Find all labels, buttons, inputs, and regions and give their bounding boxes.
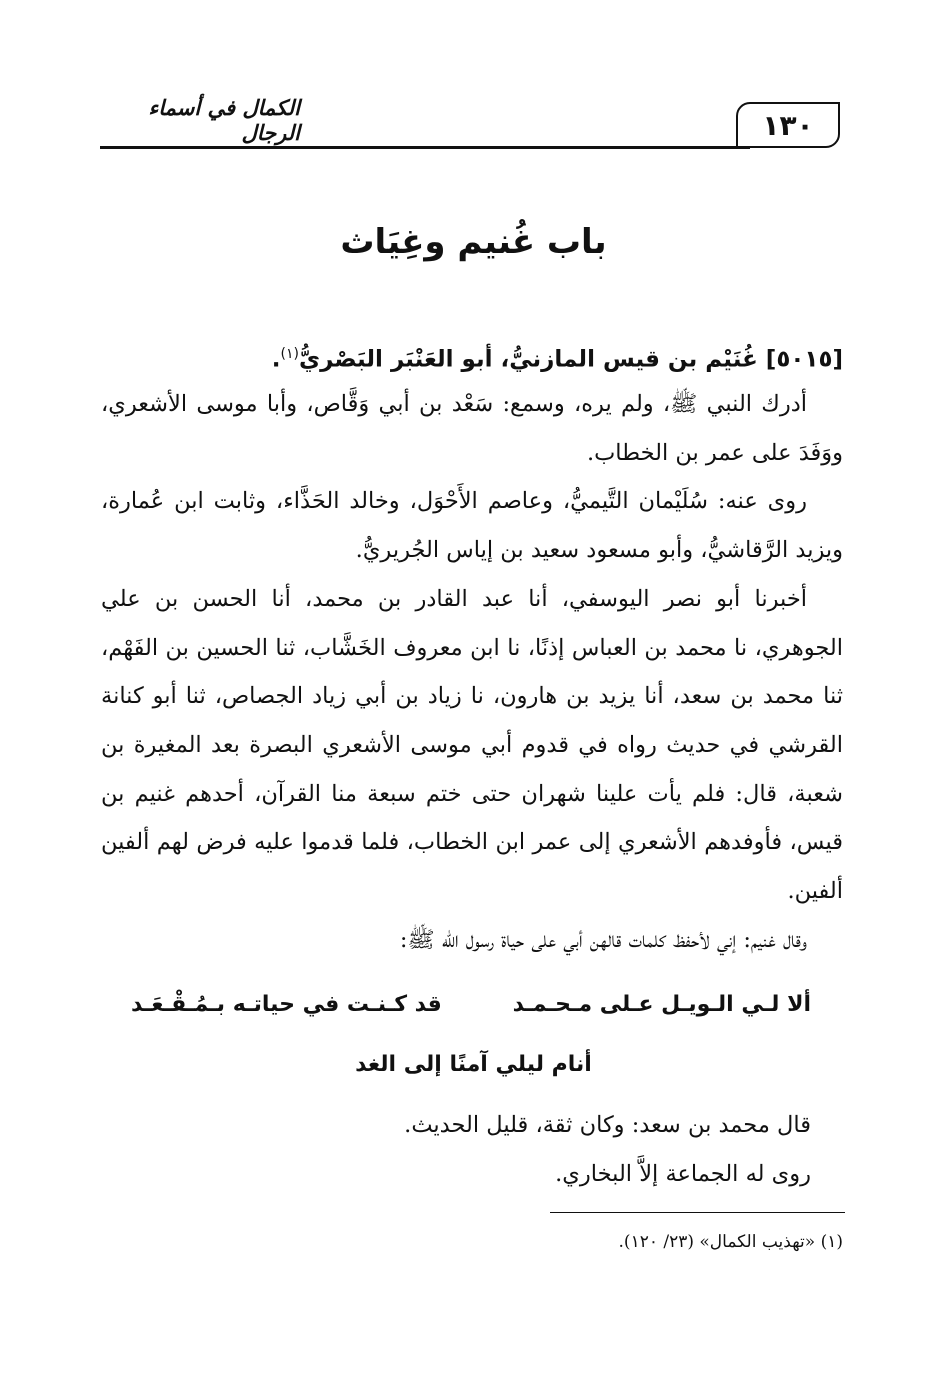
book-title-calligraphy: الكمال في أسماء الرجال bbox=[148, 95, 300, 145]
paragraph-isnad: أخبرنا أبو نصر اليوسفي، أنا عبد القادر بن محمد، أنا الحسن بن علي الجوهري، نا محمد بن العباس إذنًا، نا ابن معروف الخَشَّاب، ثنا الحسين بن الفَهْم، ثنا محمد بن سعد، أنا يزيد بن هارون، نا زياد بن أبي زياد الجصاص، ثنا أبو كنانة القرشي في حديث رواه في قدوم أبي موسى الأشعري البصرة بعد المغيرة بن شعبة، قال: فلم يأت علينا شهران حتى ختم سبعة منا القرآن، أحدهم غنيم بن قيس، فأوفدهم الأشعري إلى عمر ابن الخطاب، فلما قدموا عليه فرض لهم ألفين ألفين. bbox=[101, 585, 843, 905]
entry-heading-text: [٥٠١٥] غُنَيْم بن قيس المازنيُّ، أبو العَنْبَر البَصْريُّ bbox=[298, 346, 843, 373]
entry-body bbox=[101, 380, 843, 964]
closing-line-1: قال محمد بن سعد: وكان ثقة، قليل الحديث. bbox=[404, 1112, 811, 1138]
paragraph-quote-intro: وقال غنيم: إني لأحفظ كلمات قالهن أبي على حياة رسول الله ﷺ: bbox=[399, 926, 807, 953]
closing-notes bbox=[111, 1101, 811, 1198]
poem-hemistich-1: ألا لـي الـويـل عـلى مـحـمـد bbox=[512, 992, 811, 1017]
header-divider bbox=[100, 146, 750, 149]
footnote-divider bbox=[550, 1212, 845, 1213]
chapter-title: باب غُنيم وغِيَاث bbox=[340, 222, 607, 262]
footnote: (١) «تهذيب الكمال» (٢٣/ ١٢٠). bbox=[618, 1232, 843, 1252]
closing-line-2: روى له الجماعة إلاَّ البخاري. bbox=[555, 1160, 811, 1187]
poem-verse-1 bbox=[131, 992, 811, 1017]
paragraph-narrators: روى عنه: سُلَيْمان التَّيميُّ، وعاصم الأَحْوَل، وخالد الحَذَّاء، وثابت ابن عُمارة، ويزيد الرَّقاشيُّ، وأبو مسعود سعيد بن إياس الجُريريُّ. bbox=[101, 488, 843, 564]
poem-verse-2: أنام ليلي آمنًا إلى الغد bbox=[355, 1052, 592, 1077]
page-number: ١٣٠ bbox=[736, 102, 840, 148]
paragraph-biography: أدرك النبي ﷺ، ولم يره، وسمع: سَعْد بن أبي وَقَّاص، وأبا موسى الأشعري، ووَفَدَ على عمر بن الخطاب. bbox=[101, 391, 843, 466]
entry-heading-end: . bbox=[271, 346, 281, 373]
footnote-reference[interactable]: (١) bbox=[280, 346, 299, 362]
poem-hemistich-2: قد كـنـت في حياتـه بـمُـقْـعَـد bbox=[131, 992, 442, 1017]
entry-heading bbox=[101, 330, 843, 384]
